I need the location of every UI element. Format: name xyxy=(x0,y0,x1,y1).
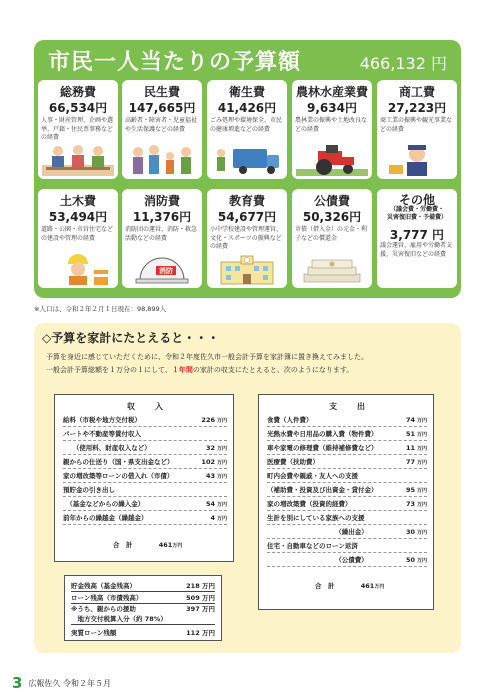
row-amount: 30 xyxy=(405,528,415,536)
family-illustration xyxy=(126,143,198,176)
budget-card-general-affairs xyxy=(38,80,118,179)
row-amount: 32 xyxy=(205,444,215,452)
row-amount: 77 xyxy=(405,458,415,466)
budget-card-fire-defense xyxy=(122,189,202,288)
summary-value: 112 万円 xyxy=(186,629,215,637)
row-unit: 万円 xyxy=(216,516,227,522)
row-unit: 万円 xyxy=(416,418,427,424)
budget-card-education xyxy=(207,189,287,288)
summary-row xyxy=(71,581,215,592)
expense-row xyxy=(267,441,427,455)
expense-row xyxy=(267,469,427,483)
total-unit: 万円 xyxy=(374,584,385,590)
expense-row xyxy=(267,511,427,525)
row-unit: 万円 xyxy=(416,530,427,536)
summary-row xyxy=(71,614,215,625)
office-workers-illustration xyxy=(42,143,114,176)
expense-row xyxy=(267,497,427,511)
income-row xyxy=(63,413,227,427)
section-heading: ◇予算を家計にたとえると・・・ xyxy=(42,331,220,345)
card-amount: 3,777 円 xyxy=(389,228,445,242)
row-unit: 万円 xyxy=(216,418,227,424)
row-label: （公債費） xyxy=(267,556,368,564)
intro-highlight: １年間 xyxy=(171,365,193,374)
summary-label: ローン残高（市債残高） xyxy=(71,594,143,602)
income-total xyxy=(113,540,182,549)
card-description: 高齢者・障害者・児童福祉や生活保護などの経費 xyxy=(125,117,198,133)
row-unit: 万円 xyxy=(216,446,227,452)
row-unit: 万円 xyxy=(416,488,427,494)
money-stack-illustration xyxy=(296,252,368,285)
budget-card-sanitation xyxy=(207,80,287,179)
row-amount: 102 xyxy=(201,458,215,466)
row-amount: 73 xyxy=(405,500,415,508)
summary-value: 509 万円 xyxy=(186,594,215,602)
row-label: 食費（人件費） xyxy=(267,416,313,424)
summary-row xyxy=(71,628,215,639)
expense-row xyxy=(267,525,427,539)
row-amount: 11 xyxy=(405,444,415,452)
income-row xyxy=(63,427,227,441)
intro-line-1: 予算を身近に感じていただくために、令和２年度佐久市一般会計予算を家計簿に置き換えてみました。 xyxy=(46,353,368,361)
expense-row xyxy=(267,455,427,469)
income-row xyxy=(63,497,227,511)
row-label: パートや不動産等賃付収入 xyxy=(63,430,141,438)
construction-worker-illustration xyxy=(42,252,114,285)
card-name: 総務費 xyxy=(59,85,96,99)
budget-card-welfare xyxy=(122,80,202,179)
fire-helmet-illustration xyxy=(126,252,198,285)
card-description: 農林業の振興や土地改良などの経費 xyxy=(295,117,368,133)
summary-row xyxy=(71,604,215,615)
intro-text xyxy=(46,351,456,376)
card-amount: 9,634円 xyxy=(307,101,357,115)
summary-label: 地方交付税算入分（約 78%） xyxy=(71,615,167,623)
card-description: 議会運営、雇用や労働者支援、災害復旧などの経費 xyxy=(380,242,453,258)
card-description: 市債（借入金）の元金・利子などの償還金 xyxy=(295,226,368,242)
income-row xyxy=(63,441,227,455)
summary-label: ※うち、親からの援助 xyxy=(71,605,136,613)
row-amount: 4 xyxy=(210,514,215,522)
expense-row xyxy=(267,539,427,553)
card-subcategories: （議会費・労働費・ 災害復旧費・予備費） xyxy=(386,206,447,221)
row-amount: 51 xyxy=(405,430,415,438)
intro-text-a: 一般会計予算総額を１万分の１にして、 xyxy=(46,365,172,374)
helmet-label: 消防 xyxy=(159,267,173,275)
card-description: 人事・財産管理、企画や選挙、戸籍・住民票事務などの経費 xyxy=(41,117,114,142)
expense-row xyxy=(267,413,427,427)
card-amount: 54,677円 xyxy=(217,210,277,224)
row-label: 家の増改築等ローンの借入れ（市債） xyxy=(63,472,174,480)
row-label: 生計を別にしている家族への支援 xyxy=(267,514,365,522)
page-footer xyxy=(12,674,111,692)
expense-title: 支 出 xyxy=(329,402,371,411)
row-label: （基金などからの繰入金） xyxy=(63,500,145,508)
budget-card-other xyxy=(377,189,457,288)
row-label: 町内会費や親戚・友人への支援 xyxy=(267,472,358,480)
card-amount: 11,376円 xyxy=(132,210,192,224)
summary-value: 218 万円 xyxy=(186,582,215,590)
row-label: 医療費（扶助費） xyxy=(267,458,319,466)
budget-card-public-debt xyxy=(292,189,372,288)
income-row xyxy=(63,483,227,497)
card-amount: 50,326円 xyxy=(302,210,362,224)
total-label: 合 計 xyxy=(315,582,335,590)
row-label: 車や家電の修理費（維持補修費など） xyxy=(267,444,378,452)
card-name: 公債費 xyxy=(313,194,350,208)
income-ledger xyxy=(54,394,234,562)
page-number: 3 xyxy=(12,674,23,692)
summary-label: 貯金残高（基金残高） xyxy=(71,582,136,590)
card-name: 消防費 xyxy=(143,194,180,208)
card-amount: 41,426円 xyxy=(217,101,277,115)
row-amount: 50 xyxy=(405,556,415,564)
row-unit: 万円 xyxy=(416,432,427,438)
row-amount: 74 xyxy=(405,416,415,424)
expense-row xyxy=(267,427,427,441)
row-unit: 万円 xyxy=(416,446,427,452)
card-name: 土木費 xyxy=(59,194,96,208)
card-description: 消防団の運営、消防・救急活動などの経費 xyxy=(125,226,198,242)
panel-title: 市民一人当たりの予算額 xyxy=(48,50,302,75)
tourism-mascot-illustration xyxy=(381,143,453,176)
tractor-illustration xyxy=(296,143,368,176)
row-label: 住宅・自動車などのローン返済 xyxy=(267,542,358,550)
intro-line-2 xyxy=(46,364,456,377)
income-row xyxy=(63,455,227,469)
card-name: 教育費 xyxy=(228,194,265,208)
card-description: 商工業の振興や観光事業などの経費 xyxy=(380,117,453,133)
card-description: 道路・公園・市営住宅などの建設や管理の経費 xyxy=(41,226,114,242)
total-value: 461 xyxy=(158,541,173,549)
budget-card-agriculture xyxy=(292,80,372,179)
income-row xyxy=(63,469,227,483)
summary-value: 397 万円 xyxy=(186,605,215,613)
card-description: ごみ処理や環境保全、市民の健康増進などの経費 xyxy=(210,117,283,133)
row-unit: 万円 xyxy=(416,558,427,564)
row-unit: 万円 xyxy=(216,502,227,508)
card-amount: 53,494円 xyxy=(48,210,108,224)
school-building-illustration xyxy=(211,252,283,285)
total-value: 461 xyxy=(360,582,375,590)
row-label: 家の増改築費（投資的経費） xyxy=(267,500,352,508)
expense-row xyxy=(267,553,427,567)
card-name: その他 xyxy=(398,193,435,207)
row-unit: 万円 xyxy=(216,460,227,466)
publication-name: 広報佐久 令和２年５月 xyxy=(28,679,111,688)
row-label: 預貯金の引き出し xyxy=(63,486,115,494)
total-unit: 万円 xyxy=(172,543,183,549)
budget-card-commerce xyxy=(377,80,457,179)
row-label: 親からの仕送り（国・県支出金など） xyxy=(63,458,174,466)
row-label: 前年からの繰越金（繰越金） xyxy=(63,514,148,522)
row-amount: 43 xyxy=(205,472,215,480)
expense-total xyxy=(315,581,384,590)
row-amount: 95 xyxy=(405,486,415,494)
row-unit: 万円 xyxy=(416,502,427,508)
card-name: 衛生費 xyxy=(228,85,265,99)
card-name: 民生費 xyxy=(143,85,180,99)
total-label: 合 計 xyxy=(113,541,133,549)
balance-summary xyxy=(64,575,222,641)
expense-row xyxy=(267,483,427,497)
row-label: 光熱水費や日用品の購入費（物件費） xyxy=(267,430,378,438)
card-description: 小中学校建設や管理運営、文化・スポーツの振興などの経費 xyxy=(210,226,283,251)
population-note: ※人口は、令和２年２月１日現在：98,899人 xyxy=(34,305,167,313)
intro-text-b: の家計の収支にたとえると、次のようになります。 xyxy=(192,365,354,374)
summary-row xyxy=(71,593,215,604)
card-name: 商工費 xyxy=(398,85,435,99)
row-label: 給料（市税や地方交付税） xyxy=(63,416,141,424)
row-unit: 万円 xyxy=(416,460,427,466)
card-amount: 27,223円 xyxy=(387,101,447,115)
summary-label: 実質ローン残額 xyxy=(71,629,117,637)
garbage-truck-illustration xyxy=(211,143,283,176)
card-amount: 147,665円 xyxy=(128,101,196,115)
per-capita-total: 466,132 円 xyxy=(359,54,447,73)
row-amount: 54 xyxy=(205,500,215,508)
row-label: （使用料、財産収入など） xyxy=(63,444,151,452)
card-amount: 66,534円 xyxy=(48,101,108,115)
income-row xyxy=(63,511,227,525)
expense-ledger xyxy=(258,394,434,610)
income-title: 収 入 xyxy=(127,402,169,411)
row-amount: 226 xyxy=(201,416,215,424)
budget-card-civil-engineering xyxy=(38,189,118,288)
row-unit: 万円 xyxy=(216,474,227,480)
row-label: （補助費・投資及び出資金・貸付金） xyxy=(267,486,378,494)
row-label: （繰出金） xyxy=(267,528,368,536)
card-name: 農林水産業費 xyxy=(295,85,368,99)
